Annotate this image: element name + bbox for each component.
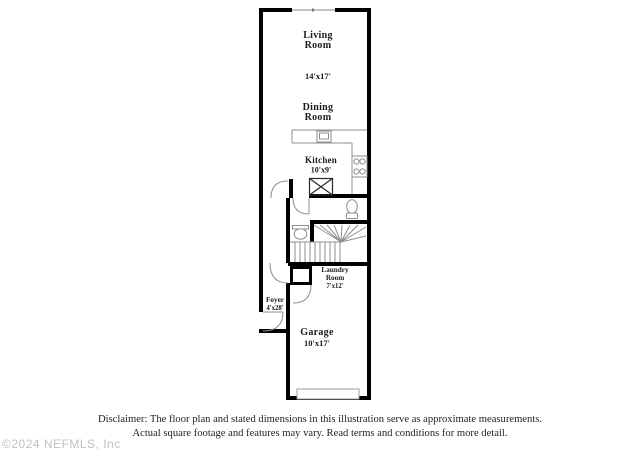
stove-icon [352,156,367,177]
disclaimer [0,413,640,440]
disclaimer-line-1: Disclaimer: The floor plan and stated dimensions in this illustration serve as approximate measurements. [97,414,543,425]
kitchen-dims: 10'x9' [310,165,332,175]
room-labels [266,30,349,348]
vanity-sink-icon [293,226,309,240]
living-room-label-2: Room [304,40,332,51]
kitchen-label: Kitchen [305,155,337,165]
disclaimer-line-2: Actual square footage and features may vary. Read terms and conditions for more detail. [132,427,508,439]
toilet-icon [347,200,358,219]
understair-closet [290,266,312,285]
foyer-label: Foyer [266,296,284,304]
kitchen-sink-icon [317,131,331,142]
dining-foyer-door-arc [271,181,288,198]
powder-room-door-arc [293,198,309,214]
laundry-room-label-2: Room [325,274,345,282]
watermark: ©2024 NEFMLS, Inc [2,437,121,451]
garage-dims: 10'x17' [304,338,330,348]
entry-door-arc [263,312,283,331]
laundry-door-arc [270,263,288,283]
garage-door-icon [297,389,359,399]
living-room-dims: 14'x17' [305,71,331,81]
laundry-room-label-1: Laundry [321,266,349,274]
living-room-label-1: Living [303,30,333,41]
dining-room-label-1: Dining [302,102,334,113]
garage-label: Garage [300,327,334,338]
closet-door-arc [293,285,311,303]
laundry-room-dims: 7'x12' [326,283,344,290]
foyer-dims: 4'x28' [266,305,284,312]
pantry-x-closet-icon [310,179,333,196]
dining-room-label-2: Room [304,112,332,123]
window-icon [292,9,335,12]
